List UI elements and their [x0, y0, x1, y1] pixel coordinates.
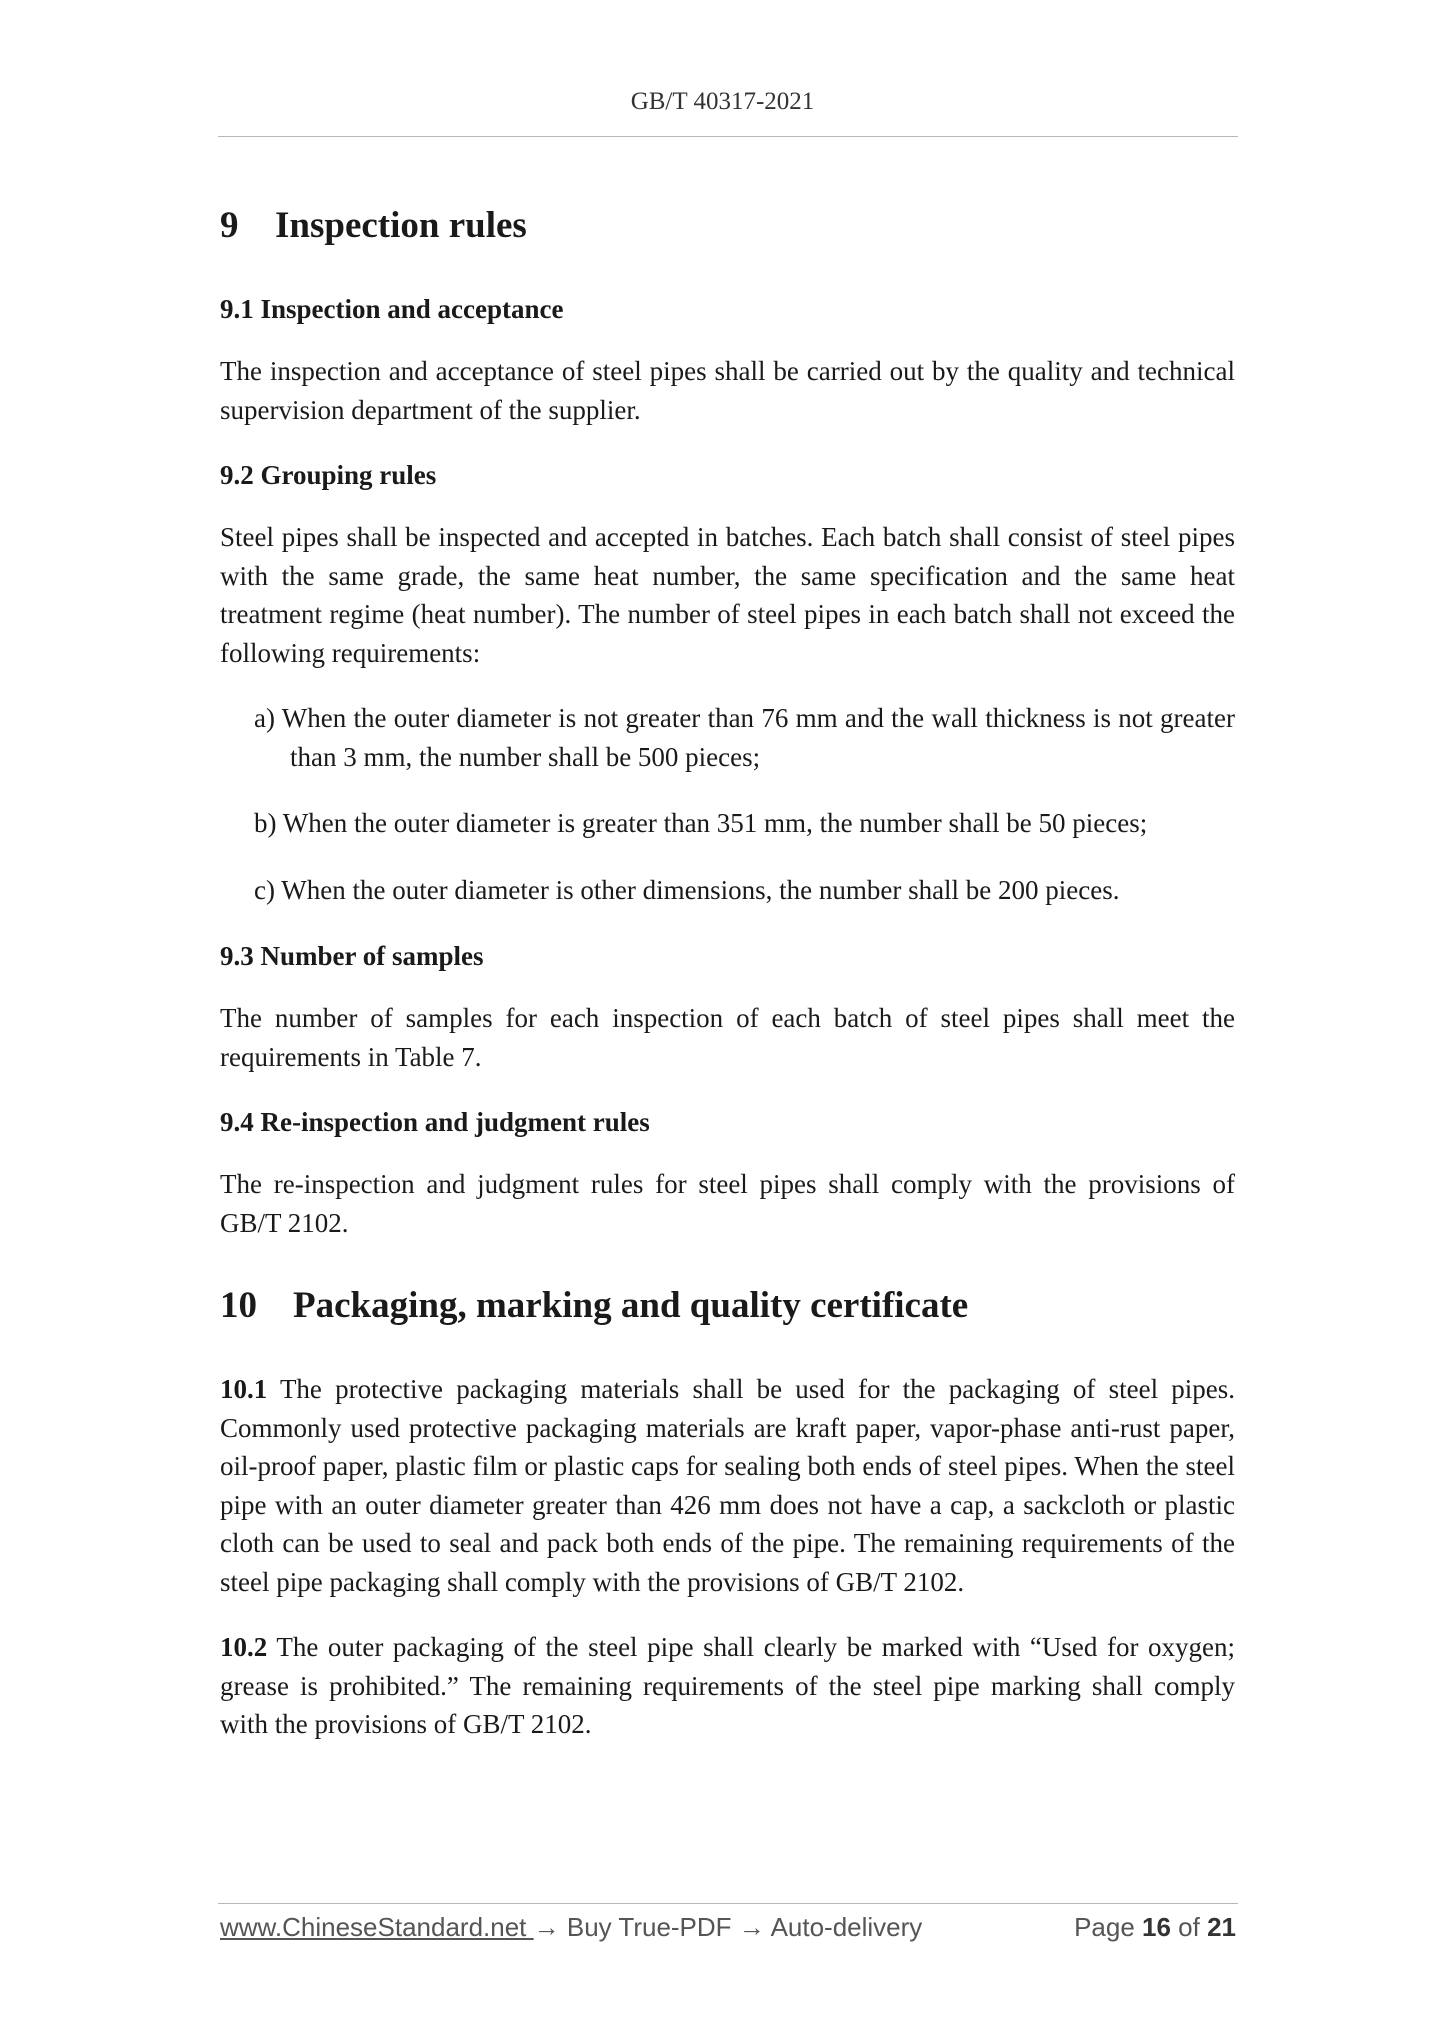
clause-10-2-text: The outer packaging of the steel pipe shall clearly be marked with “Used for oxygen; grease is prohibited.” The remaining requirements of the steel pipe marking shall comply with the provisions of GB/T 2102.	[220, 1632, 1235, 1739]
clause-10-1	[220, 1370, 1235, 1601]
footer-delivery-text: Auto-delivery	[764, 1912, 923, 1942]
list-item: a) When the outer diameter is not greater than 76 mm and the wall thickness is not greater than 3 mm, the number shall be 500 pieces;	[254, 703, 1235, 772]
footer-buy-text: Buy True-PDF	[559, 1912, 739, 1942]
header-doc-id: GB/T 40317-2021	[630, 88, 815, 115]
site-link[interactable]: www.ChineseStandard.net	[220, 1912, 534, 1942]
page-label: Page	[1074, 1912, 1143, 1942]
subsection-9-1-text: The inspection and acceptance of steel pipes shall be carried out by the quality and technical supervision department of the supplier.	[220, 356, 1235, 425]
clause-10-2-number: 10.2	[220, 1632, 268, 1662]
section-9-number: 9	[220, 205, 239, 246]
page-content	[220, 190, 1235, 1771]
section-9-heading	[220, 202, 1235, 250]
header-divider	[218, 136, 1238, 137]
arrow-right-icon: →	[533, 1912, 560, 1942]
subsection-9-4-text: The re-inspection and judgment rules for steel pipes shall comply with the provisions of GB/T 2102.	[220, 1169, 1235, 1238]
footer-divider	[218, 1903, 1238, 1904]
subsection-9-2-text: Steel pipes shall be inspected and accepted in batches. Each batch shall consist of steel pipes with the same grade, the same heat number, the same specification and the same heat treatment regime (heat number). The number of steel pipes in each batch shall not exceed the following requirements:	[220, 522, 1235, 668]
subsection-9-1-heading: 9.1 Inspection and acceptance	[220, 294, 564, 324]
subsection-9-2-heading: 9.2 Grouping rules	[220, 460, 437, 490]
clause-10-1-text: The protective packaging materials shall be used for the packaging of steel pipes. Commonly used protective packaging materials are kraft paper, vapor-phase anti-rust paper, oil-proof paper, plastic film or plastic caps for sealing both ends of steel pipes. When the steel pipe with an outer diameter greater than 426 mm does not have a cap, a sackcloth or plastic cloth can be used to seal and pack both ends of the pipe. The remaining requirements of the steel pipe packaging shall comply with the provisions of GB/T 2102.	[220, 1374, 1235, 1597]
list-item: c) When the outer diameter is other dimensions, the number shall be 200 pieces.	[254, 874, 1120, 905]
subsection-9-3-heading: 9.3 Number of samples	[220, 941, 484, 971]
clause-10-2	[220, 1628, 1235, 1744]
subsection-9-4-heading: 9.4 Re-inspection and judgment rules	[220, 1107, 650, 1137]
section-9-title: Inspection rules	[275, 205, 527, 246]
section-10-heading	[220, 1282, 1235, 1330]
section-10-number: 10	[220, 1285, 257, 1326]
list-item: b) When the outer diameter is greater than 351 mm, the number shall be 50 pieces;	[254, 808, 1148, 838]
of-label: of	[1170, 1912, 1208, 1942]
page-footer	[220, 1912, 1236, 1952]
arrow-right-icon: →	[738, 1912, 765, 1942]
clause-10-1-number: 10.1	[220, 1374, 268, 1404]
page-number: 16	[1142, 1912, 1171, 1942]
page-indicator	[1074, 1912, 1236, 1943]
section-10-title: Packaging, marking and quality certificate	[293, 1285, 969, 1326]
subsection-9-3-text: The number of samples for each inspection of each batch of steel pipes shall meet the requirements in Table 7.	[220, 1003, 1235, 1072]
page-total: 21	[1207, 1912, 1236, 1942]
footer-promo	[220, 1912, 922, 1943]
